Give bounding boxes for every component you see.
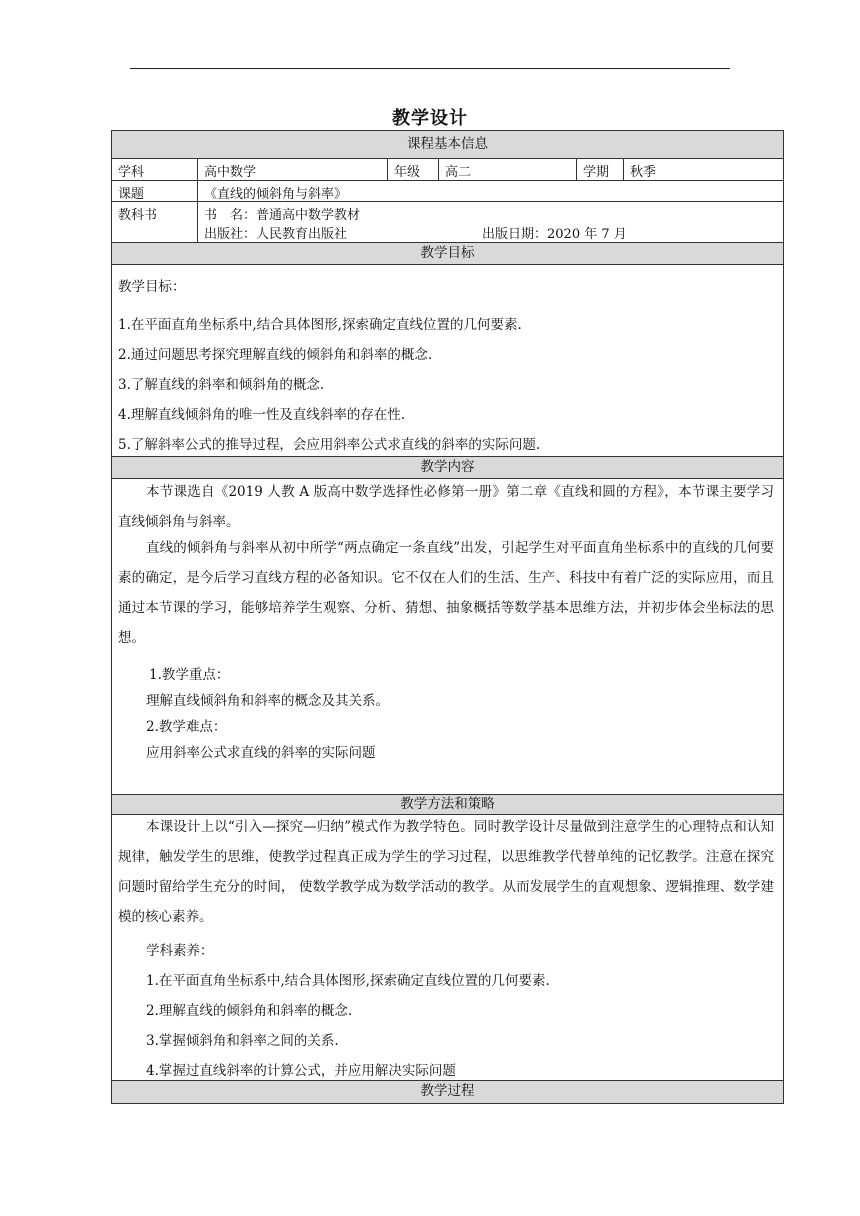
objective-item: 2.通过问题思考探究理解直线的倾斜角和斜率的概念. [118,347,433,363]
publisher: 出版社：人民教育出版社 [204,227,348,242]
objective-item: 5.了解斜率公式的推导过程，会应用斜率公式求直线的斜率的实际问题. [118,437,541,453]
literacy-item: 4.掌握过直线斜率的计算公式，并应用解决实际问题 [146,1063,456,1079]
topic-value: 《直线的倾斜角与斜率》 [204,187,348,202]
basic-info-header: 课程基本信息 [112,131,783,159]
objective-item: 3.了解直线的斜率和倾斜角的概念. [118,377,325,393]
top-rule [130,68,730,69]
difficulty-label: 2.教学难点： [146,719,227,735]
content-paragraph-1: 本节课选自《2019 人教 A 版高中数学选择性必修第一册》第二章《直线和圆的方程》，本节课主要学习直线倾斜角与斜率。 [118,484,774,530]
key-point-label: 1.教学重点： [149,667,230,683]
process-header: 教学过程 [112,1081,783,1103]
literacy-item: 1.在平面直角坐标系中,结合具体图形,探索确定直线位置的几何要素. [146,973,550,989]
textbook-info [198,202,783,242]
publication-date: 出版日期：2020 年 7 月 [482,227,627,242]
grade-label: 年级 [388,159,439,180]
literacy-item: 2.理解直线的倾斜角和斜率的概念. [146,1003,353,1019]
methods-header: 教学方法和策略 [112,795,783,815]
literacy-label: 学科素养： [146,943,214,959]
lesson-plan-table [111,130,784,1104]
document-title: 教学设计 [392,108,468,129]
key-point-text: 理解直线倾斜角和斜率的概念及其关系。 [146,693,389,709]
term-value: 秋季 [630,165,657,180]
book-name: 书 名：普通高中数学教材 [204,208,361,223]
methods-section [112,815,783,1081]
grade-value: 高二 [439,159,577,180]
literacy-item: 3.掌握倾斜角和斜率之间的关系. [146,1033,339,1049]
term-label: 学期 [577,159,624,180]
subject-value: 高中数学 [198,159,388,180]
content-section [112,479,783,795]
objective-item: 4.理解直线倾斜角的唯一性及直线斜率的存在性. [118,407,406,423]
topic-label: 课题 [112,181,198,201]
subject-label: 学科 [112,159,198,180]
objectives-header: 教学目标 [112,243,783,265]
topic-row [112,181,783,202]
content-header: 教学内容 [112,457,783,479]
textbook-label: 教科书 [112,202,198,242]
subject-row [112,159,783,181]
objective-item: 1.在平面直角坐标系中,结合具体图形,探索确定直线位置的几何要素. [118,317,522,333]
difficulty-text: 应用斜率公式求直线的斜率的实际问题 [146,745,376,761]
content-paragraph-2: 直线的倾斜角与斜率从初中所学“两点确定一条直线”出发，引起学生对平面直角坐标系中的直线的几何要素的确定，是今后学习直线方程的必备知识。它不仅在人们的生活、生产、科技中有着广泛的实际应用，而且通过本节课的学习，能够培养学生观察、分析、猜想、抽象概括等数学基本思维方法，并初步体会坐标法的思想。 [118,540,774,646]
textbook-row [112,202,783,243]
objectives-section [112,265,783,457]
methods-paragraph: 本课设计上以“引入—探究—归纳”模式作为教学特色。同时教学设计尽量做到注意学生的心理特点和认知规律，触发学生的思维，使教学过程真正成为学生的学习过程，以思维教学代替单纯的记忆教学。注意在探究问题时留给学生充分的时间， 使数学教学成为数学活动的教学。从而发展学生的直观想象、逻辑推理、数学建模的核心素养。 [118,819,774,925]
objectives-intro: 教学目标： [118,279,186,295]
